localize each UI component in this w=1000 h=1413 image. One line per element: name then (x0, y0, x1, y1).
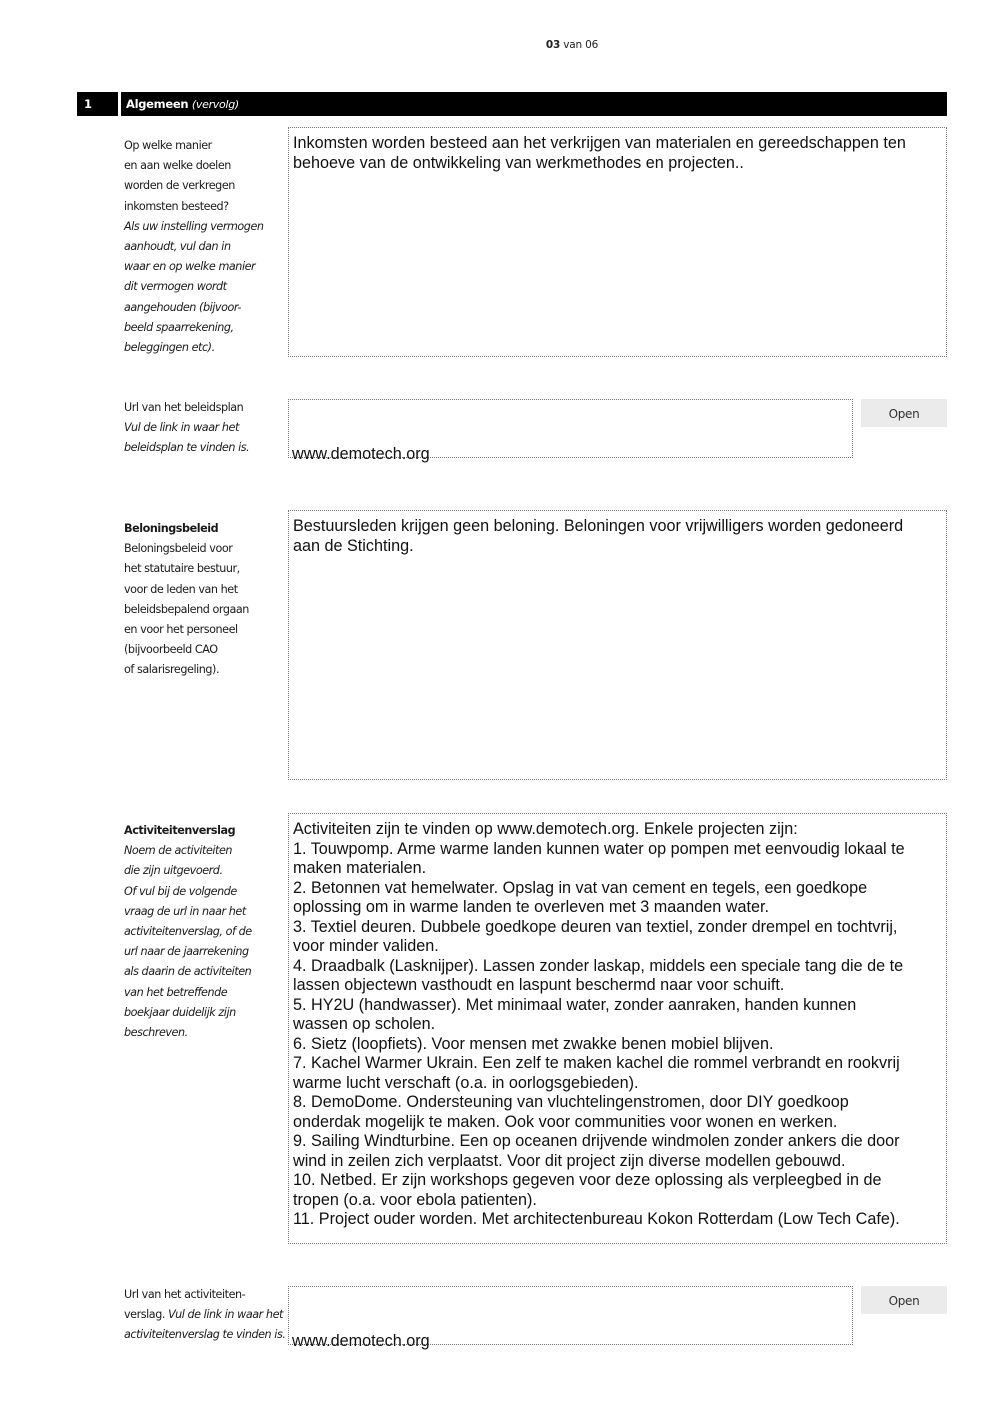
section-title (121, 92, 239, 117)
text-line: aan de Stichting. (293, 536, 414, 555)
label-line (124, 318, 284, 338)
label-line (124, 519, 284, 539)
activiteitenverslag-textarea[interactable] (288, 813, 947, 1244)
label-text: Of vul bij de volgende (124, 884, 237, 898)
label-line (124, 156, 284, 176)
page-separator: van (563, 39, 582, 51)
label-line (124, 277, 284, 297)
label-text: en voor het personeel (124, 623, 238, 637)
text-line: 10. Netbed. Er zijn workshops gegeven voor deze oplossing als verpleegbed in de (293, 1171, 882, 1189)
label-text: als daarin de activiteiten (124, 965, 252, 979)
label-line (124, 197, 284, 217)
text-line: Activiteiten zijn te vinden op www.demotech.org. Enkele projecten zijn: (293, 820, 798, 838)
label-text: beeld spaarrekening, (124, 320, 234, 334)
label-line (124, 983, 284, 1003)
page-total: 06 (585, 39, 599, 51)
label-text: Url van het beleidsplan (124, 401, 244, 414)
besteding-textarea[interactable] (288, 127, 947, 357)
label-text: beschreven. (124, 1026, 188, 1040)
label-text: die zijn uitgevoerd. (124, 864, 223, 878)
open-beleidsplan-button[interactable]: Open (861, 399, 947, 427)
label-text: en aan welke doelen (124, 159, 231, 173)
label-text: beleidsbepalend orgaan (124, 602, 249, 616)
text-line: 3. Textiel deuren. Dubbele goedkope deuren van textiel, zonder drempel en tochtvrij, (293, 917, 898, 936)
label-text: url naar de jaarrekening (124, 945, 249, 959)
section-header (77, 92, 947, 116)
label-line (124, 217, 284, 237)
label-text: (bijvoorbeeld CAO (124, 643, 218, 657)
label-text: Als uw instelling vermogen (124, 219, 264, 233)
section-number: 1 (77, 92, 121, 116)
text-line: 8. DemoDome. Ondersteuning van vluchtelingenstromen, door DIY goedkoop (293, 1093, 849, 1111)
label-line (124, 821, 284, 841)
text-line: 2. Betonnen vat hemelwater. Opslag in vat van cement en tegels, een goedkope (293, 878, 868, 897)
beleidsplan-url-input[interactable] (288, 399, 853, 463)
text-line: lassen objectewn vasthoudt en laspunt beschermd naar voor schuift. (293, 976, 785, 994)
open-activiteitenverslag-button[interactable]: Open (861, 1286, 947, 1314)
label-line (124, 660, 284, 680)
label-text: of salarisregeling). (124, 663, 220, 677)
label-text: Beloningsbeleid (124, 522, 219, 535)
activiteitenverslag-label (124, 821, 284, 1043)
label-text: Op welke manier (124, 139, 212, 152)
label-line (124, 841, 284, 861)
besteding-label (124, 136, 284, 358)
label-text: boekjaar duidelijk zijn (124, 1005, 236, 1019)
label-line (124, 136, 284, 156)
label-text: beleidsplan te vinden is. (124, 441, 250, 455)
label-line (124, 176, 284, 196)
label-text: Vul de link in waar het (168, 1308, 283, 1322)
label-text: activiteitenverslag te vinden is. (124, 1328, 286, 1342)
label-text: vraag de url in naar het (124, 904, 246, 918)
page-current: 03 (545, 39, 561, 51)
label-line (124, 298, 284, 318)
label-text: Url van het activiteiten- (124, 1288, 246, 1301)
text-line: wassen op scholen. (293, 1015, 436, 1033)
beloningsbeleid-label (124, 519, 284, 681)
beleidsplan-url-label (124, 398, 284, 459)
label-line (124, 1003, 284, 1023)
text-line: Inkomsten worden besteed aan het verkrijgen van materialen en gereedschappen ten (293, 134, 906, 152)
label-text: Vul de link in waar het (124, 421, 239, 435)
label-line (124, 861, 284, 881)
label-line (124, 237, 284, 257)
label-text: voor de leden van het (124, 582, 238, 596)
text-line: 1. Touwpomp. Arme warme landen kunnen water op pompen met eenvoudig lokaal te (293, 839, 905, 858)
label-line (124, 902, 284, 922)
label-line (124, 1325, 284, 1345)
text-line: warme lucht verschaft (o.a. in oorlogsgebieden). (293, 1073, 639, 1092)
label-text: inkomsten besteed? (124, 199, 229, 213)
text-line: wind in zeilen zich verplaatst. Voor dit project zijn diverse modellen gebouwd. (293, 1151, 846, 1170)
label-text: Noem de activiteiten (124, 844, 233, 858)
text-line: 5. HY2U (handwasser). Met minimaal water, zonder aanraken, handen kunnen (293, 995, 857, 1014)
label-line (124, 962, 284, 982)
label-line (124, 600, 284, 620)
label-line (124, 1285, 284, 1305)
label-text: aangehouden (bijvoor- (124, 300, 242, 314)
label-line (124, 539, 284, 559)
label-line (124, 418, 284, 438)
label-text: aanhoudt, vul dan in (124, 240, 231, 254)
page-indicator (0, 39, 1000, 51)
label-text: Activiteitenverslag (124, 824, 236, 837)
label-line (124, 922, 284, 942)
label-text: waar en op welke manier (124, 260, 256, 274)
text-line: maken materialen. (293, 859, 427, 877)
label-line (124, 620, 284, 640)
text-line: 4. Draadbalk (Lasknijper). Lassen zonder laskap, middels een speciale tang die de te (293, 956, 904, 975)
label-line (124, 257, 284, 277)
label-line (124, 640, 284, 660)
label-line (124, 559, 284, 579)
label-text: van het betreffende (124, 985, 228, 999)
text-line: onderdak mogelijk te maken. Ook voor communities voor wonen en werken. (293, 1112, 838, 1131)
activiteitenverslag-url-input[interactable] (288, 1286, 853, 1350)
text-line: 11. Project ouder worden. Met architectenbureau Kokon Rotterdam (Low Tech Cafe). (293, 1210, 900, 1228)
text-line: 6. Sietz (loopfiets). Voor mensen met zwakke benen mobiel blijven. (293, 1034, 774, 1053)
beloningsbeleid-textarea[interactable] (288, 510, 947, 780)
text-line: Bestuursleden krijgen geen beloning. Beloningen voor vrijwilligers worden gedoneerd (293, 517, 904, 535)
text-line: 9. Sailing Windturbine. Een op oceanen drijvende windmolen zonder ankers die door (293, 1132, 900, 1150)
label-text: dit vermogen wordt (124, 280, 227, 294)
label-line (124, 882, 284, 902)
label-text: Beloningsbeleid voor (124, 542, 233, 556)
label-line (124, 338, 284, 358)
label-line (124, 398, 284, 418)
section-title-sub: (vervolg) (191, 97, 239, 111)
label-line (124, 580, 284, 600)
label-line (124, 942, 284, 962)
activiteitenverslag-url-value: www.demotech.org (292, 1332, 430, 1350)
label-line (124, 438, 284, 458)
text-line: oplossing om in warme landen te overleven met 3 maanden water. (293, 898, 769, 916)
label-line (124, 1023, 284, 1043)
label-text: activiteitenverslag, of de (124, 925, 252, 939)
label-line (124, 1305, 284, 1325)
activiteitenverslag-url-label (124, 1285, 284, 1346)
text-line: tropen (o.a. voor ebola patienten). (293, 1190, 537, 1209)
text-line: 7. Kachel Warmer Ukrain. Een zelf te maken kachel die rommel verbrandt en rookvrij (293, 1054, 900, 1072)
label-text: verslag. (124, 1308, 169, 1322)
beleidsplan-url-value: www.demotech.org (292, 445, 430, 463)
text-line: voor minder validen. (293, 937, 439, 955)
label-text: worden de verkregen (124, 179, 235, 193)
label-text: beleggingen etc). (124, 341, 215, 355)
text-line: behoeve van de ontwikkeling van werkmethodes en projecten.. (293, 153, 744, 172)
section-title-main: Algemeen (126, 96, 189, 111)
label-text: het statutaire bestuur, (124, 562, 240, 576)
